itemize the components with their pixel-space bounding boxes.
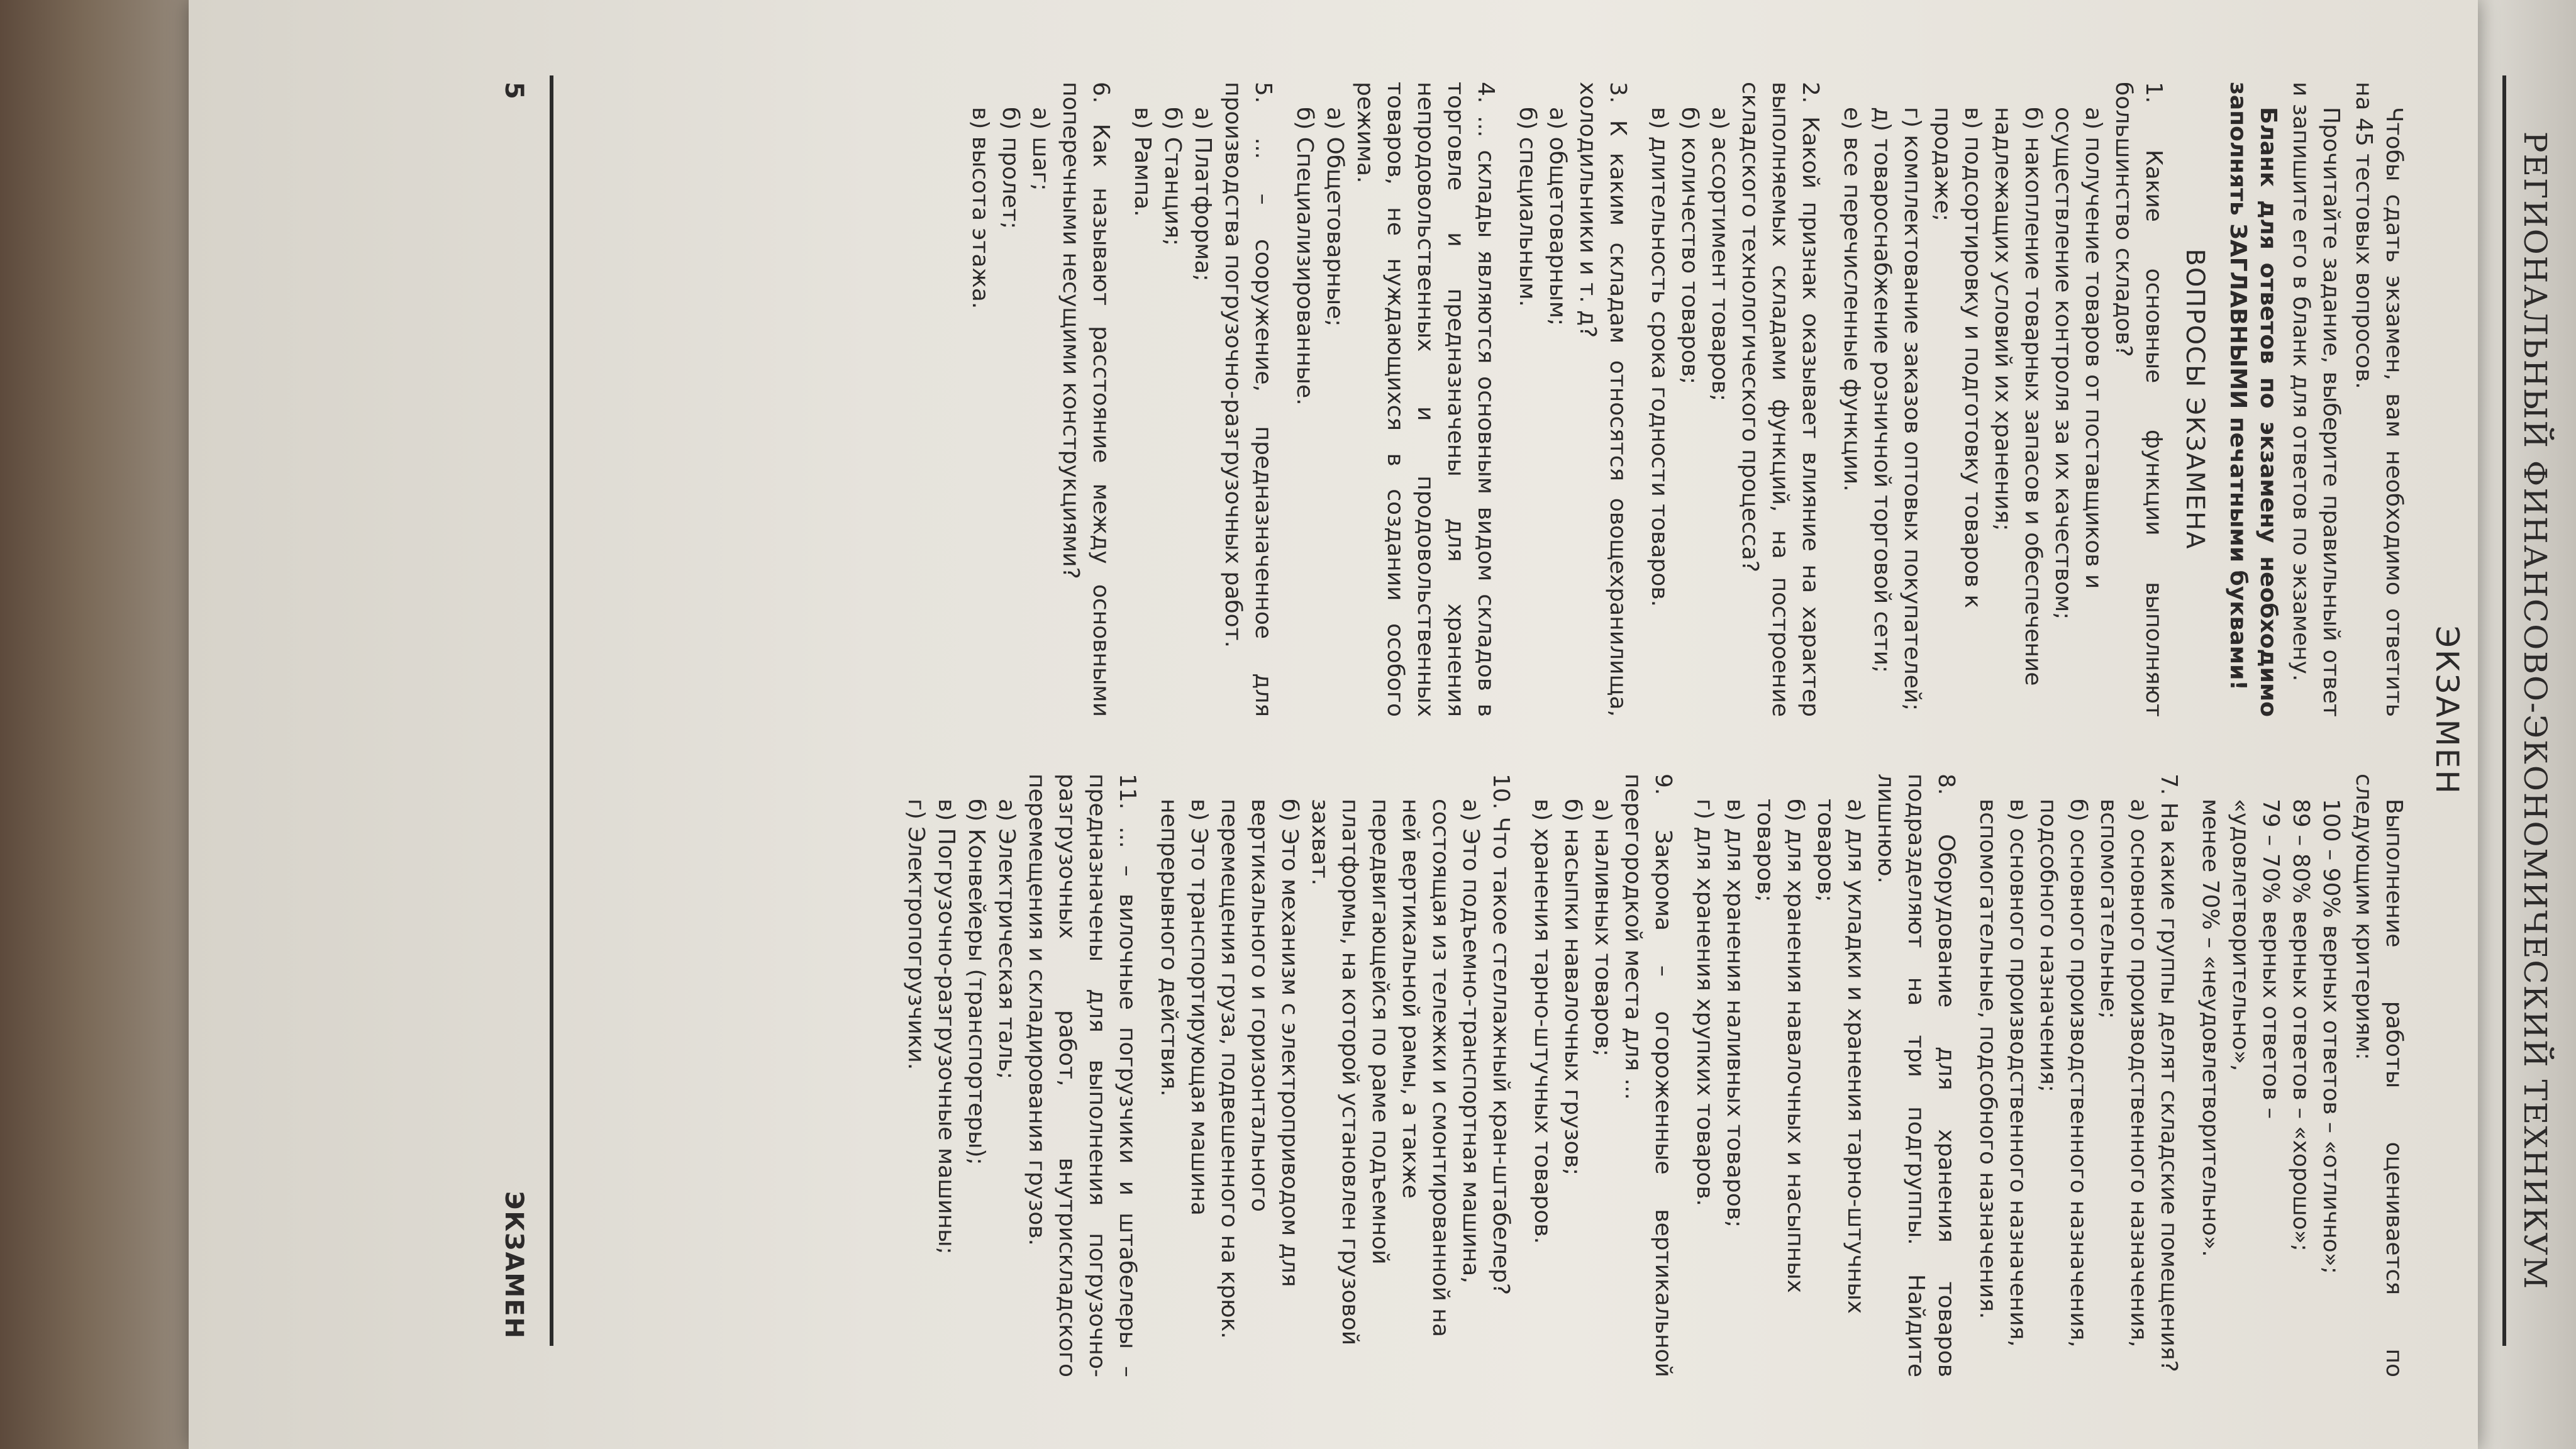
answer-option: д) товароснабжение розничной торговой сети;: [1869, 107, 1895, 674]
answer-option: а) для укладки и хранения тарно-штучных товаров;: [1813, 799, 1868, 1314]
paper-sheet: [189, 0, 2553, 1449]
question-text: 1. Какие основные функции выполняют большинство складов?: [2111, 82, 2167, 717]
answer-option: а) общетоварным;: [1545, 107, 1570, 326]
grade-line-1: 100 – 90% верных ответов – «отлично»;: [2318, 799, 2344, 1274]
grade-line-3: 79 – 70% верных ответов – «удовлетворительно»,: [2228, 799, 2284, 1119]
question-block: [965, 82, 1116, 717]
answer-option: а) основного производственного назначения, вспомогательные;: [2096, 799, 2151, 1348]
answer-option: б) Это механизм с электроприводом для вертикального и горизонтального перемещения груза, подвешенного на крюк.: [1216, 799, 1302, 1339]
answer-option: б) Конвейеры (транспортеры);: [963, 799, 989, 1165]
answer-option: в) основного производственного назначения, вспомогательные, подсобного назначения.: [1975, 799, 2031, 1347]
answer-option: б) насыпки навалочных грузов;: [1560, 799, 1585, 1176]
answer-option: а) Платформа;: [1190, 107, 1216, 282]
question-text: 11. ... – вилочные погрузчики и штабелеры – предназначены для выполнения погрузочно-разгрузочных работ, внутрискладского перемещения и складирования грузов.: [1024, 774, 1140, 1377]
answer-option: а) наливных товаров;: [1590, 799, 1616, 1057]
answer-option: г) Электропогрузчики.: [903, 799, 929, 1070]
answer-option: б) количество товаров;: [1677, 107, 1702, 385]
footer-section: ЭКЗАМЕН: [499, 1191, 528, 1340]
question-text: 8. Оборудование для хранения товаров подразделяют на три подгруппы. Найдите лишнюю.: [1873, 774, 1959, 1377]
question-block: [901, 774, 1142, 1377]
rotated-page: [402, 0, 2576, 1421]
question-text: 6. Как называют расстояние между основными поперечными несущими конструкциями?: [1058, 82, 1114, 717]
answer-option: г) комплектование заказов оптовых покупателей;: [1899, 107, 1925, 711]
running-head: РЕГИОНАЛЬНЫЙ ФИНАНСОВО-ЭКОНОМИЧЕСКИЙ ТЕХНИКУМ: [2517, 131, 2553, 1291]
answer-option: в) Погрузочно-разгрузочные машины;: [933, 799, 959, 1255]
answer-option: б) основного производственного назначения, подсобного назначения;: [2035, 799, 2091, 1348]
answer-option: в) подсортировку и подготовку товаров к продаже;: [1929, 107, 1985, 609]
answer-option: г) для хранения хрупких товаров.: [1692, 799, 1718, 1207]
question-block: [1972, 774, 2184, 1377]
question-block: [1836, 82, 2168, 717]
question-text: 3. К каким складам относятся овощехранилища, холодильники и т. д?: [1575, 82, 1631, 717]
intro-paragraph-1: Чтобы сдать экзамен, вам необходимо ответить на 45 тестовых вопросов.: [2351, 82, 2407, 717]
left-questions: [965, 82, 2210, 717]
intro-paragraph-3: Бланк для ответов по экзамену необходимо заполнять ЗАГЛАВНЫМИ печатными буквами!: [2225, 82, 2281, 717]
answer-option: а) получение товаров от поставщиков и осуществление контроля за их качеством;: [2050, 107, 2106, 620]
grading-intro: Выполнение работы оценивается по следующим критериям:: [2351, 774, 2407, 1377]
section-title: ВОПРОСЫ ЭКЗАМЕНА: [2180, 248, 2209, 550]
question-block: [1512, 82, 1633, 717]
answer-option: а) Электрическая таль;: [994, 799, 1019, 1080]
question-text: 10. Что такое стеллажный кран-штабелер?: [1488, 774, 1514, 1296]
answer-option: в) для хранения наливных товаров;: [1722, 799, 1748, 1228]
footer-rule: [550, 75, 553, 1346]
question-block: [1689, 774, 1961, 1377]
answer-option: в) высота этажа.: [967, 107, 993, 309]
answer-option: б) для хранения навалочных и насыпных товаров;: [1752, 799, 1808, 1293]
question-text: 2. Какой признак оказывает влияние на характер выполняемых складами функций, на построение складского технологического процесса?: [1737, 82, 1823, 717]
answer-option: а) Общетоварные;: [1322, 107, 1348, 327]
grade-line-4: менее 70% – «неудовлетворительно».: [2197, 799, 2223, 1257]
answer-option: б) пролет;: [997, 107, 1023, 230]
answer-option: в) хранения тарно-штучных товаров.: [1530, 799, 1555, 1245]
question-block: [1153, 774, 1516, 1377]
grade-line-2: 89 – 80% верных ответов – «хорошо»;: [2288, 799, 2314, 1252]
answer-option: е) все перечисленные функции.: [1839, 107, 1865, 492]
answer-option: а) Это подъемно-транспортная машина, состоящая из тележки и смонтированной на ней вертикальной рамы, а также передвигающейся по раме подъемной платформы, на которой установлен грузовой захват.: [1307, 799, 1484, 1346]
answer-option: б) специальным.: [1514, 107, 1540, 307]
question-text: 9. Закрома – огороженные вертикальной перегородкой места для ...: [1620, 774, 1676, 1377]
right-questions: [901, 774, 2184, 1377]
left-column: [965, 82, 2409, 717]
answer-option: б) Специализированные.: [1292, 107, 1318, 406]
header-rule: [2502, 75, 2506, 1346]
answer-option: б) Станция;: [1160, 107, 1185, 247]
question-block: [1127, 82, 1278, 717]
answer-option: а) шаг;: [1028, 107, 1053, 191]
question-block: [1644, 82, 1825, 717]
page-number: 5: [499, 82, 528, 99]
answer-option: в) Это транспортирующая машина непрерывного действия.: [1156, 799, 1212, 1216]
question-block: [1527, 774, 1678, 1377]
question-block: [1289, 82, 1501, 717]
intro-paragraph-2: Прочитайте задание, выберите правильный ответ и запишите его в бланк для ответов по экзамену.: [2288, 82, 2344, 717]
question-text: 7. На какие группы делят складские помещения?: [2156, 774, 2182, 1372]
answer-option: в) Рампа.: [1130, 107, 1155, 217]
page-title: ЭКЗАМЕН: [2429, 626, 2465, 796]
answer-option: в) длительность срока годности товаров.: [1646, 107, 1672, 608]
question-text: 4. ... склады являются основным видом складов в торговле и предназначены для хранения непродовольственных и продовольственных товаров, не нуждающихся в создании особого режима.: [1352, 82, 1499, 717]
background-table-left: [0, 0, 208, 1449]
question-text: 5. ... – сооружение, предназначенное для производства погрузочно-разгрузочных работ.: [1220, 82, 1276, 717]
answer-option: б) накопление товарных запасов и обеспечение надлежащих условий их хранения;: [1990, 107, 2046, 686]
right-column: [901, 774, 2409, 1377]
answer-option: а) ассортимент товаров;: [1707, 107, 1733, 402]
